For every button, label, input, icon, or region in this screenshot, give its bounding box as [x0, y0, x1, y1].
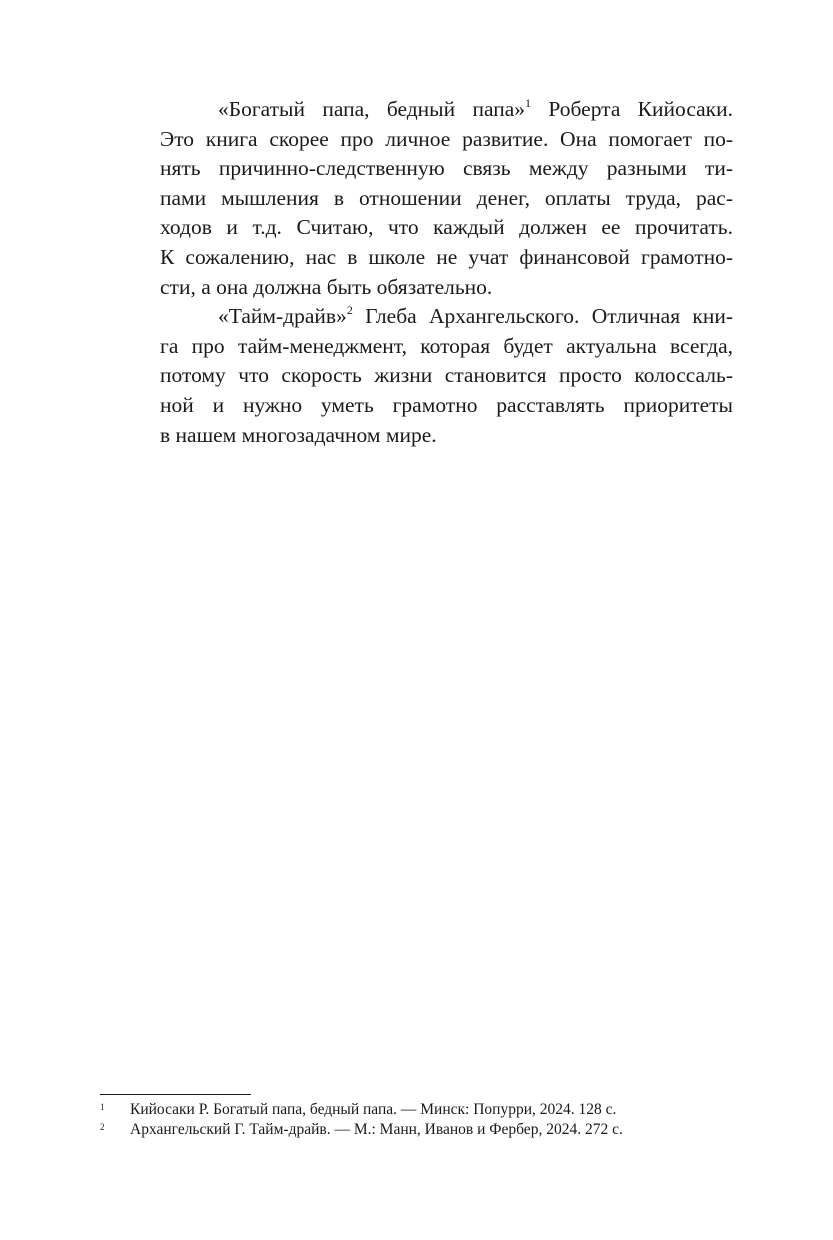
paragraph-2-line-4: ной и нужно уметь грамотно расставлять приоритеты — [160, 392, 733, 417]
footnote-ref-1[interactable]: 1 — [525, 95, 532, 110]
footnote-text: Кийосаки Р. Богатый папа, бедный папа. — Минск: Попурри, 2024. 128 с. — [130, 1101, 617, 1118]
paragraph-1-line-4: пами мышления в отношении денег, оплаты труда, рас- — [160, 185, 733, 210]
footnote-text: Архангельский Г. Тайм-драйв. — М.: Манн, Иванов и Фербер, 2024. 272 с. — [130, 1121, 623, 1138]
footnotes — [100, 1100, 740, 1140]
paragraph-1-line-7: сти, а она должна быть обязательно. — [160, 274, 493, 299]
book-title-rich-dad: «Богатый папа, бедный папа» — [218, 97, 526, 121]
text-fragment: Роберта Кийосаки. — [531, 97, 733, 121]
footnote-1 — [100, 1100, 740, 1120]
paragraph-1-line-2: Это книга скорее про личное развитие. Она помогает по- — [160, 126, 733, 151]
paragraph-2-line-3: потому что скорость жизни становится просто колоссаль- — [160, 363, 733, 388]
footnote-ref-2[interactable]: 2 — [346, 303, 353, 317]
footnote-number: 1 — [100, 1102, 105, 1112]
main-text — [160, 95, 733, 450]
paragraph-2-line-5: в нашем многозадачном мире. — [160, 422, 437, 447]
paragraph-1-line-6: К сожалению, нас в школе не учат финансовой грамотно- — [160, 244, 733, 269]
footnote-2 — [100, 1120, 740, 1140]
footnote-divider — [100, 1094, 251, 1095]
footnote-number: 2 — [100, 1122, 105, 1132]
book-title-time-drive: «Тайм-драйв» — [218, 304, 347, 329]
paragraph-1-line-5: ходов и т.д. Считаю, что каждый должен ее прочитать. — [160, 215, 733, 240]
paragraph-1-line-3: нять причинно-следственную связь между разными ти- — [160, 156, 733, 181]
text-fragment: Глеба Архангельского. Отличная кни- — [352, 304, 733, 329]
paragraph-2-line-2: га про тайм-менеджмент, которая будет актуальна всегда, — [160, 333, 733, 358]
paragraph-1-line-1 — [160, 95, 733, 125]
paragraph-2-line-1 — [160, 302, 733, 332]
